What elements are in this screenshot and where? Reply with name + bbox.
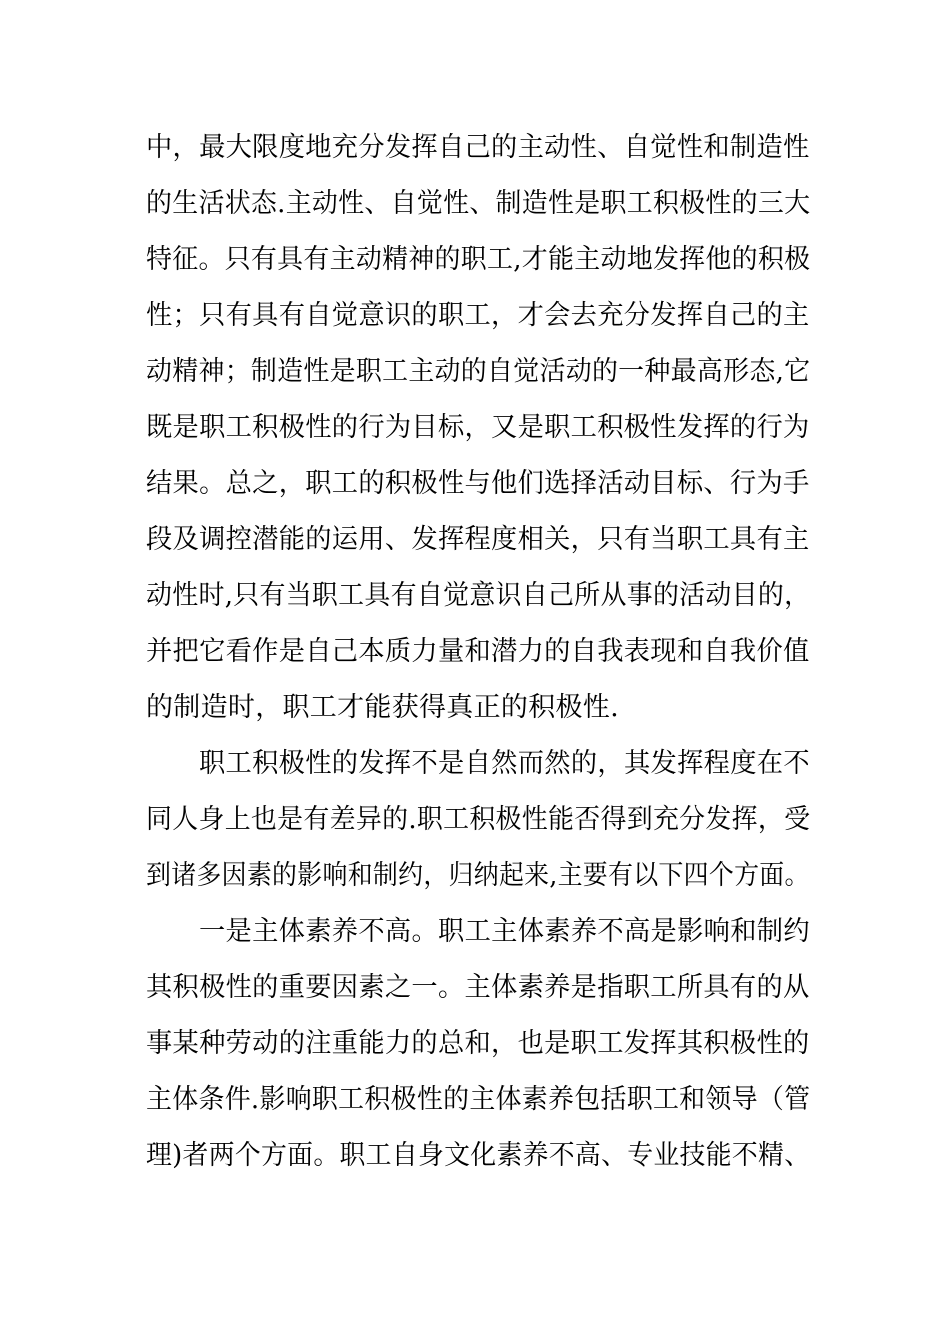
text-line: 动精神；制造性是职工主动的自觉活动的一种最高形态,它 [146, 356, 811, 387]
text-line: 并把它看作是自己本质力量和潜力的自我表现和自我价值 [146, 636, 810, 667]
text-line: 理)者两个方面。职工自身文化素养不高、专业技能不精、 [146, 1140, 811, 1171]
text-line: 结果。总之，职工的积极性与他们选择活动目标、行为手 [146, 468, 810, 499]
text-line: 其积极性的重要因素之一。主体素养是指职工所具有的从 [146, 972, 810, 1003]
text-line: 既是职工积极性的行为目标，又是职工积极性发挥的行为 [146, 412, 810, 443]
paragraph-first-line: 职工积极性的发挥不是自然而然的，其发挥程度在不 [199, 748, 810, 779]
text-line: 事某种劳动的注重能力的总和，也是职工发挥其积极性的 [146, 1028, 810, 1059]
text-line: 段及调控潜能的运用、发挥程度相关，只有当职工具有主 [146, 524, 810, 555]
text-line: 到诸多因素的影响和制约，归纳起来,主要有以下四个方面。 [146, 860, 810, 891]
text-line: 同人身上也是有差异的.职工积极性能否得到充分发挥，受 [146, 804, 811, 835]
text-line: 性；只有具有自觉意识的职工，才会去充分发挥自己的主 [146, 300, 810, 331]
text-line: 特征。只有具有主动精神的职工,才能主动地发挥他的积极 [146, 244, 811, 275]
text-line: 的制造时，职工才能获得真正的积极性. [146, 692, 619, 723]
text-line: 动性时,只有当职工具有自觉意识自己所从事的活动目的， [146, 580, 811, 611]
text-line: 的生活状态.主动性、自觉性、制造性是职工积极性的三大 [146, 188, 811, 219]
text-line: 中，最大限度地充分发挥自己的主动性、自觉性和制造性 [146, 132, 810, 163]
text-line: 主体条件.影响职工积极性的主体素养包括职工和领导（管 [146, 1084, 811, 1115]
paragraph-first-line: 一是主体素养不高。职工主体素养不高是影响和制约 [199, 916, 810, 947]
